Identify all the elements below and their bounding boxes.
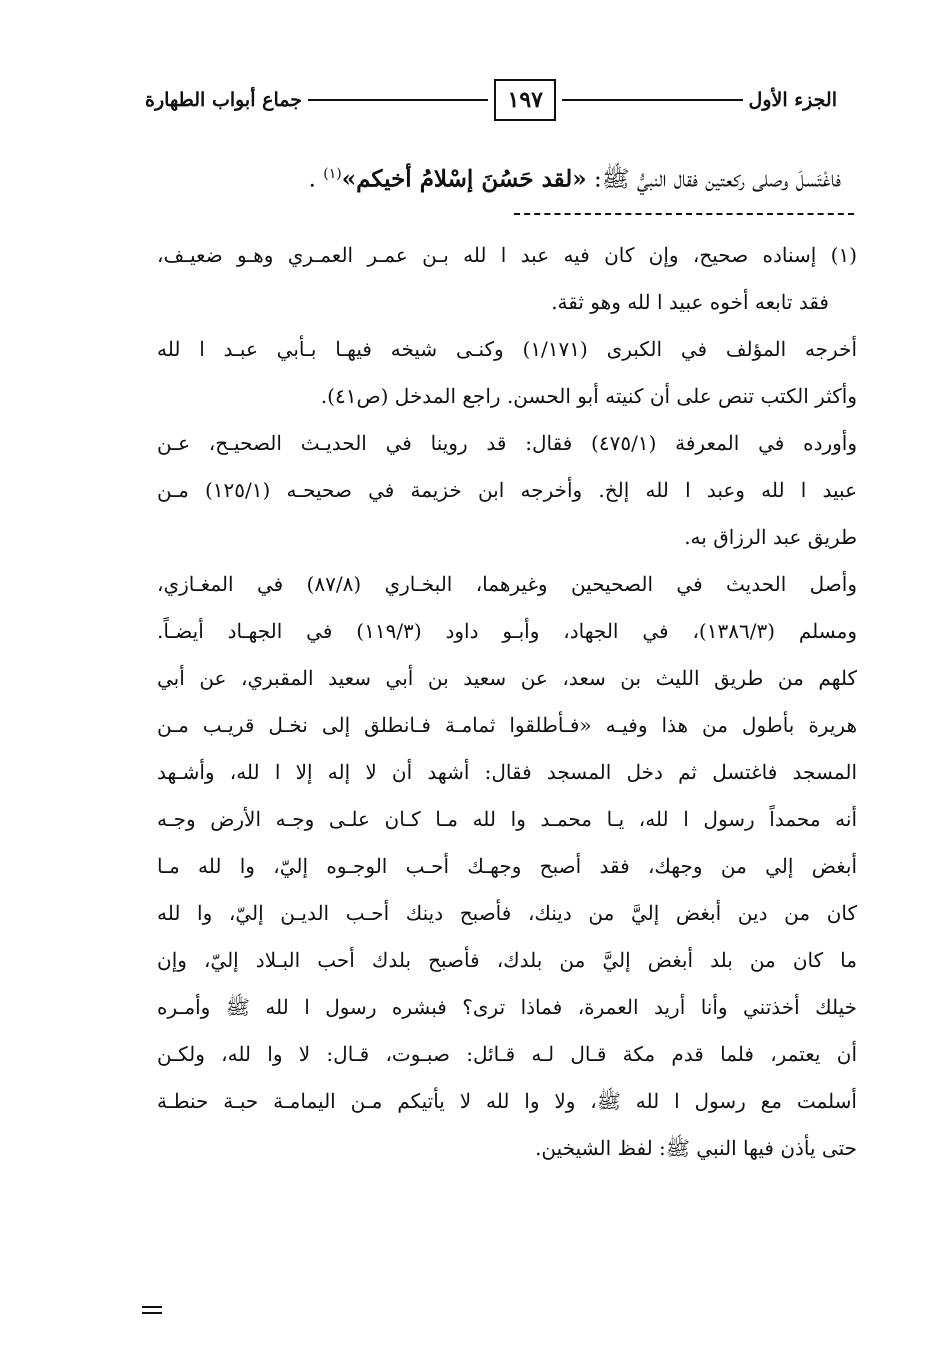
footnote-line: فقد تابعه أخوه عبيد ا لله وهو ثقة. (551, 290, 829, 314)
footnote-line: خيلك أخذتني وأنا أريد العمرة، فماذا ترى؟ فبشره رسول ا لله ﷺ وأمـره (157, 995, 857, 1019)
continuation-mark-bar (142, 1306, 162, 1308)
footnote-separator (514, 213, 854, 215)
footnote-line: وأصل الحديث في الصحيحين وغيرهما، البخـاري (٨٧/٨) في المغـازي، (157, 572, 857, 596)
footnote-line: وأورده في المعرفة (٤٧٥/١) فقال: قد روينا في الحديـث الصحيـح، عـن (157, 431, 857, 455)
running-header (145, 72, 837, 128)
continuation-mark (142, 1306, 162, 1318)
footnote-line: كلهم من طريق الليث بن سعد، عن سعيد بن أبي سعيد المقبري، عن أبي (157, 666, 857, 690)
footnote-ref: (١) (323, 166, 342, 182)
footnote-line: أبغض إلي من وجهك، فقد أصبح وجهـك أحـب الوجـوه إليّ، وا لله مـا (157, 854, 857, 878)
footnotes (157, 232, 857, 1172)
volume-title: الجزء الأول (748, 88, 837, 111)
footnote-line: طريق عبد الرزاق به. (684, 525, 857, 549)
footnote-line: أنه محمداً رسول ا لله، يـا محمـد وا لله مـا كـان علـى وجـه الأرض وجـه (157, 807, 857, 831)
footnote-line: أخرجه المؤلف في الكبرى (١/١٧١) وكنـى شيخه فيهـا بـأبي عبـد ا لله (157, 337, 857, 361)
footnote-line: أن يعتمر، فلما قدم مكة قـال لـه قـائل: صبـوت، قـال: لا وا لله، ولكـن (157, 1042, 857, 1066)
footnote-line: حتى يأذن فيها النبي ﷺ: لفظ الشيخين. (535, 1136, 857, 1160)
main-text-body: فاغْتَسلَ وصلى ركعتين فقال النبيُّ ﷺ: (593, 166, 841, 193)
header-rule-left (308, 99, 488, 101)
footnote-line: كان من دين أبغض إليَّ من دينك، فأصبح دينك أحـب الديـن إليّ، وا لله (157, 901, 857, 925)
main-text-end: . (308, 166, 316, 193)
footnote-line: ما كان من بلد أبغض إليَّ من بلدك، فأصبح بلدك أحب البـلاد إليّ، وإن (157, 948, 857, 972)
chapter-title: جماع أبواب الطهارة (145, 88, 302, 111)
page-number: ١٩٧ (494, 79, 556, 121)
footnote-line: أسلمت مع رسول ا لله ﷺ، ولا وا لله لا يأتيكم مـن اليمامـة حبـة حنطـة (157, 1089, 857, 1113)
footnote-line: ومسلم (١٣٨٦/٣)، في الجهاد، وأبـو داود (١١٩/٣) في الجهـاد أيضـاً. (157, 619, 857, 643)
footnote-line: عبيد ا لله وعبد ا لله إلخ. وأخرجه ابن خزيمة في صحيحـه (١٢٥/١) مـن (157, 478, 857, 502)
prophet-quote: «لقد حَسُنَ إسْلامُ أخيكم» (341, 165, 587, 193)
footnote-line: (١) إسناده صحيح، وإن كان فيه عبد ا لله بـن عمـر العمـري وهـو ضعيـف، (157, 243, 857, 267)
footnote-line: وأكثر الكتب تنص على أن كنيته أبو الحسن. راجع المدخل (ص٤١). (320, 384, 857, 408)
continuation-mark-bar (142, 1312, 162, 1314)
footnote-line: هريرة بأطول من هذا وفيـه «فـأطلقوا ثمامـة فـانطلق إلى نخـل قريـب مـن (157, 713, 857, 737)
main-text (141, 152, 841, 202)
footnote-line: المسجد فاغتسل ثم دخل المسجد فقال: أشهد أن لا إله إلا ا لله، وأشـهد (157, 760, 857, 784)
header-rule-right (562, 99, 742, 101)
